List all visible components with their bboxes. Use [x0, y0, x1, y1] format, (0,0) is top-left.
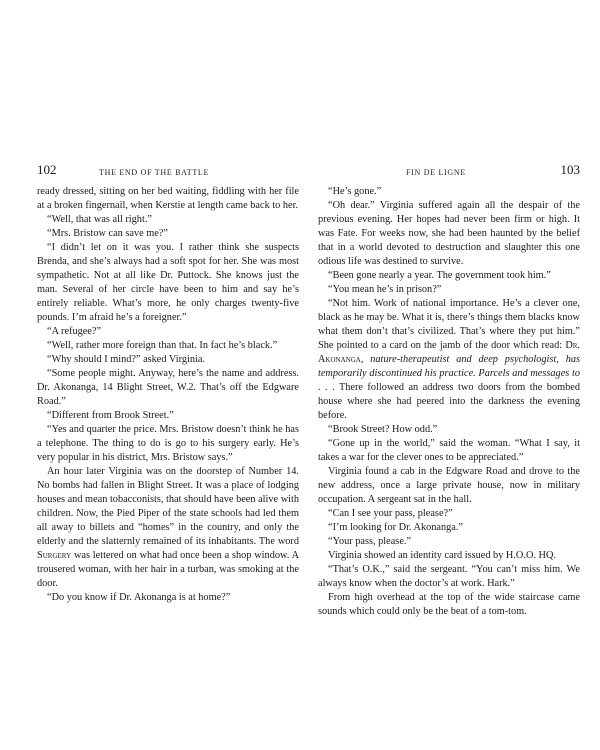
- paragraph-text: . . . There followed an address two doors from the bombed house where she had peered into the darkness the evening before.: [318, 382, 580, 421]
- surgery-sign-text: Surgery: [37, 550, 72, 561]
- paragraph: “That’s O.K.,” said the sergeant. “You can’t miss him. We always know when the doctor’s at work. Hark.”: [318, 564, 580, 589]
- paragraph: “Gone up in the world,” said the woman. “What I say, it takes a war for the clever ones to be appreciated.”: [318, 438, 580, 463]
- paragraph: “I didn’t let on it was you. I rather think she suspects Brenda, and she’s always had a soft spot for her. She was most sympathetic. Not at all like Dr. Puttock. She knows just the man. Several of her circle have been to him and say he’s entirely reliable. What’s more, he only charges twenty-five pounds. I’m afraid he’s a foreigner.”: [37, 242, 299, 323]
- right-page: [318, 162, 580, 619]
- right-page-number: 103: [560, 162, 580, 177]
- right-running-head: FIN DE LIGNE: [406, 168, 466, 177]
- paragraph: “He’s gone.”: [328, 186, 382, 197]
- card-text: nature-therapeutist and deep psychologist, has temporarily discontinued his practice. Parcels and messages to: [318, 354, 580, 379]
- left-page-number: 102: [37, 162, 57, 177]
- paragraph-text: was lettered on what had once been a shop window. A trousered woman, with her hair in a turban, was smoking at the door.: [37, 550, 300, 589]
- paragraph: “Well, rather more foreign than that. In fact he’s black.”: [47, 340, 278, 351]
- card-doctor-name: Dr. Akonanga,: [318, 340, 580, 365]
- left-running-head: THE END OF THE BATTLE: [99, 168, 210, 177]
- paragraph: “A refugee?”: [47, 326, 102, 337]
- paragraph-text: “Not him. Work of national importance. He’s a clever one, black as he may be. What it is, there’s things them blacks know what them don’t that’s civilized. That’s where they put him.” She pointed to a card on the jamb of the door which read:: [318, 298, 580, 351]
- paragraph: “Some people might. Anyway, here’s the name and address. Dr. Akonanga, 14 Blight Street, W.2. That’s off the Edgware Road.”: [37, 368, 299, 407]
- paragraph: ready dressed, sitting on her bed waiting, fiddling with her file at a broken fingernail, when Kerstie at length came back to her.: [37, 186, 299, 211]
- paragraph: “Do you know if Dr. Akonanga is at home?”: [47, 592, 231, 603]
- paragraph: “Your pass, please.”: [328, 536, 412, 547]
- paragraph: “Oh dear.” Virginia suffered again all the despair of the previous evening. Her hopes had never been firm or high. It was Fate. For weeks now, she had been haunted by the belief that in a world devoted to destruction and slaughter this one odious life was destined to survive.: [318, 200, 580, 267]
- paragraph: From high overhead at the top of the wide staircase came sounds which could only be the beat of a tom-tom.: [318, 592, 580, 617]
- paragraph: “Brook Street? How odd.”: [328, 424, 438, 435]
- paragraph: [37, 465, 299, 591]
- paragraph: “You mean he’s in prison?”: [328, 284, 442, 295]
- paragraph-text: An hour later Virginia was on the doorstep of Number 14. No bombs had fallen in Blight Street. It was a place of lodging houses and mean tobacconists, that should have been alive with children. Now, the Pied Piper of the state schools had led them all away to billets and “homes” in the country, and only the elderly and the slatternly remained of its inhabitants. The word: [37, 466, 299, 547]
- paragraph: “Can I see your pass, please?”: [328, 508, 453, 519]
- paragraph: “Been gone nearly a year. The government took him.”: [328, 270, 551, 281]
- paragraph: “Different from Brook Street.”: [47, 410, 174, 421]
- paragraph: Virginia found a cab in the Edgware Road and drove to the new address, once a large private house, now in military occupation. A sergeant sat in the hall.: [318, 466, 580, 505]
- paragraph: “Yes and quarter the price. Mrs. Bristow doesn’t think he has a telephone. The thing to do is go to his surgery early. He’s very popular in his district, Mrs. Bristow says.”: [37, 424, 299, 463]
- right-page-header: [318, 162, 580, 184]
- paragraph: “Why should I mind?” asked Virginia.: [47, 354, 205, 365]
- left-page: [37, 162, 300, 605]
- paragraph: “Well, that was all right.”: [47, 214, 152, 225]
- paragraph: “Mrs. Bristow can save me?”: [47, 228, 168, 239]
- paragraph: Virginia showed an identity card issued by H.O.O. HQ.: [328, 550, 556, 561]
- paragraph: [318, 297, 580, 423]
- left-page-header: [37, 162, 299, 184]
- paragraph: “I’m looking for Dr. Akonanga.”: [328, 522, 463, 533]
